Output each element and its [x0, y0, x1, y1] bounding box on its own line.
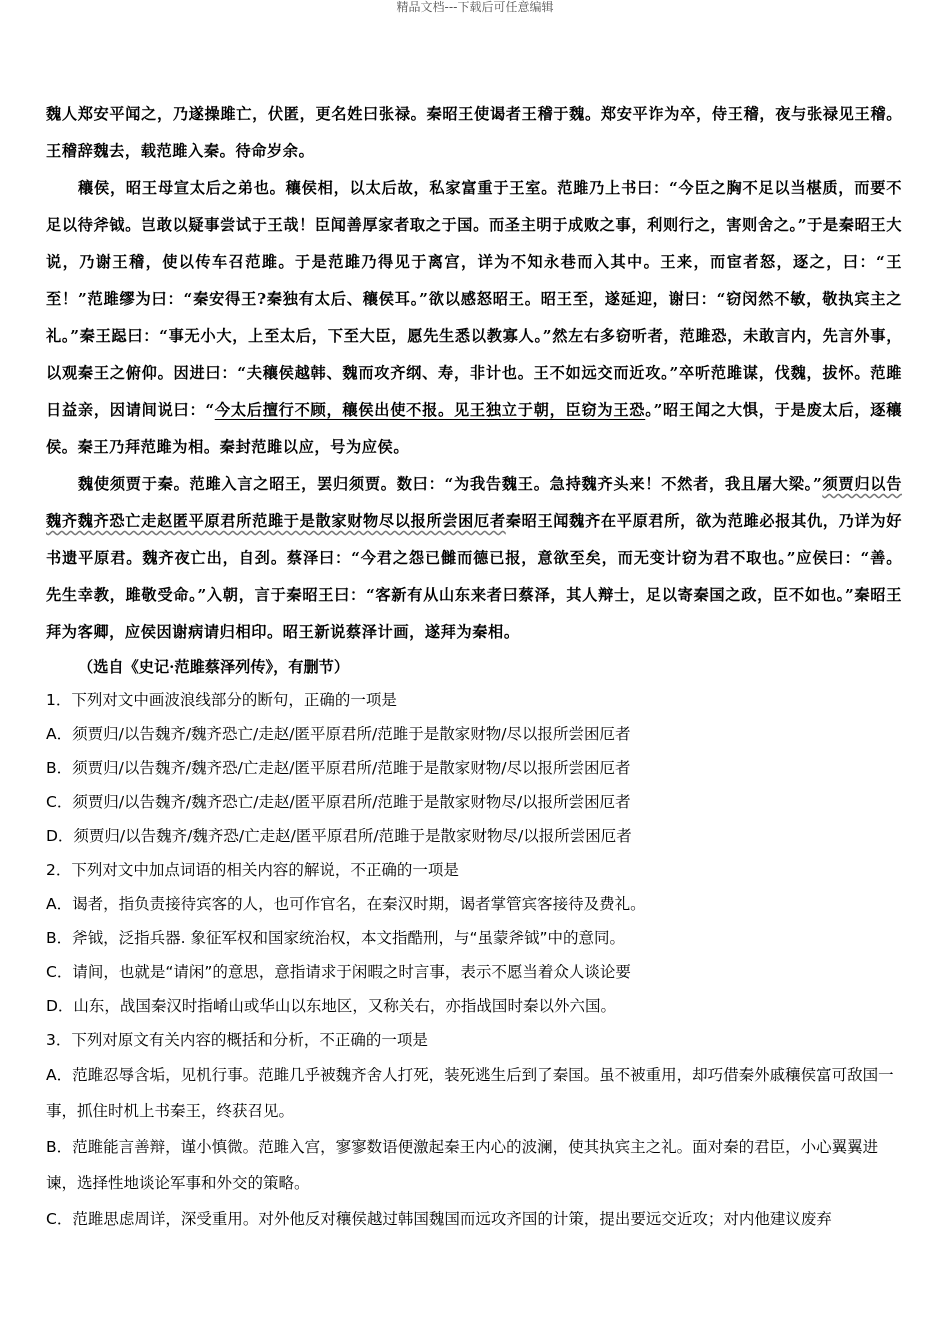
- question-1-option-a: A．须贾归/以告魏齐/魏齐恐亡/走赵/匿平原君所/范雎于是散家财物/尽以报所尝困厄者: [46, 725, 631, 743]
- passage-text: 魏使须贾于秦。范雎入言之昭王，罢归须贾。数曰：“为我告魏王。急持魏齐头来！不然者，我且屠大梁。”: [78, 475, 823, 493]
- document-body: [46, 96, 902, 1237]
- question-2-option-d: D．山东，战国秦汉时指崤山或华山以东地区，又称关右，亦指战国时秦以外六国。: [46, 997, 616, 1015]
- wavy-underlined-sentence: 须贾归以告魏齐魏齐恐亡走赵匿平原君所范雎于是散家财物尽以报所尝困厄者: [46, 475, 903, 530]
- question-1-stem: 1．下列对文中画波浪线部分的断句，正确的一项是: [46, 691, 397, 709]
- question-1-option-b: B．须贾归/以告魏齐/魏齐恐/亡走赵/匿平原君所/范雎于是散家财物/尽以报所尝困厄者: [46, 759, 631, 777]
- question-1-option-c: C．须贾归/以告魏齐/魏齐恐亡/走赵/匿平原君所/范雎于是散家财物尽/以报所尝困厄者: [46, 793, 631, 811]
- question-3-option-a: A．范雎忍辱含垢，见机行事。范雎几乎被魏齐舍人打死，装死逃生后到了秦国。虽不被重用，却巧借秦外戚穰侯富可敌国一事，抓住时机上书秦王，终获召见。: [46, 1066, 894, 1120]
- passage-paragraph-1: 魏人郑安平闻之，乃遂操雎亡，伏匿，更名姓曰张禄。秦昭王使谒者王稽于魏。郑安平诈为卒，侍王稽，夜与张禄见王稽。王稽辞魏去，载范雎入秦。待命岁余。: [46, 105, 902, 160]
- passage-text: 穰侯，昭王母宣太后之弟也。穰侯相，以太后故，私家富重于王室。范雎乃上书曰：“今臣之胸不足以当椹质，而要不足以待斧钺。岂敢以疑事尝试于王哉！臣闻善厚家者取之于国。而圣主明于成败之事，利则行之，害则舍之。”于是秦昭王大说，乃谢王稽，使以传车召范雎。于是范雎乃得见于离宫，详为不知永巷而入其中。王来，而宦者怒，逐之，曰：“王至！”范雎缪为曰：“秦安得王?秦独有太后、穰侯耳。”欲以感怒昭王。昭王至，遂延迎，谢曰：“窃闵然不敏，敬执宾主之礼。”秦王跽曰：“事无小大，上至太后，下至大臣，愿先生悉以教寡人。”然左右多窃听者，范雎恐，未敢言内，先言外事，以观秦王之俯仰。因进曰：“夫穰侯越韩、魏而攻齐纲、寿，非计也。王不如远交而近攻。”卒听范雎谋，伐魏，拔怀。范雎日益亲，因请间说曰：“: [46, 179, 902, 419]
- question-2-option-a: A．谒者，指负责接待宾客的人，也可作官名，在秦汉时期，谒者掌管宾客接待及费礼。: [46, 895, 646, 913]
- question-1-option-d: D．须贾归/以告魏齐/魏齐恐/亡走赵/匿平原君所/范雎于是散家财物尽/以报所尝困厄者: [46, 827, 632, 845]
- page-header: 精品文档---下载后可任意编辑: [396, 0, 554, 14]
- question-2-stem: 2．下列对文中加点词语的相关内容的解说，不正确的一项是: [46, 861, 459, 879]
- passage-paragraph-2: [46, 170, 902, 466]
- passage-text: 。”昭王闻之大惧，于是废太后，逐穰侯。秦王乃拜范雎为相。秦封范雎以应，号为应侯。: [46, 401, 902, 456]
- question-2-option-c: C．请间，也就是“请闲”的意思，意指请求于闲暇之时言事，表示不愿当着众人谈论要: [46, 963, 631, 981]
- passage-text: 秦昭王闻魏齐在平原君所，欲为范雎必报其仇，乃详为好书遗平原君。魏齐夜亡出，自刭。蔡泽曰：“今君之怨已雠而德已报，意欲至矣，而无变计窃为君不取也。”应侯曰：“善。先生幸教，雎敬受命。”入朝，言于秦昭王曰：“客新有从山东来者曰蔡泽，其人辩士，足以寄秦国之政，臣不如也。”秦昭王拜为客卿，应侯因谢病请归相印。昭王新说蔡泽计画，遂拜为秦相。: [46, 512, 903, 641]
- question-3-stem: 3．下列对原文有关内容的概括和分析，不正确的一项是: [46, 1031, 428, 1049]
- passage-paragraph-3: [46, 466, 902, 651]
- passage-source: （选自《史记·范雎蔡泽列传》，有删节）: [78, 658, 350, 676]
- underlined-sentence: 今太后擅行不顾，穰侯出使不报。见王独立于朝，臣窃为王恐: [214, 401, 646, 419]
- question-2-option-b: B．斧钺，泛指兵器. 象征军权和国家统治权，本文指酷刑，与“虽蒙斧钺”中的意同。: [46, 929, 626, 947]
- question-3-option-b: B．范雎能言善辩，谨小慎微。范雎入宫，寥寥数语便激起秦王内心的波澜，使其执宾主之礼。面对秦的君臣，小心翼翼进谏，选择性地谈论军事和外交的策略。: [46, 1138, 879, 1192]
- question-3-option-c: C．范雎思虑周详，深受重用。对外他反对穰侯越过韩国魏国而远攻齐国的计策，提出要远交近攻；对内他建议废弃: [46, 1210, 832, 1228]
